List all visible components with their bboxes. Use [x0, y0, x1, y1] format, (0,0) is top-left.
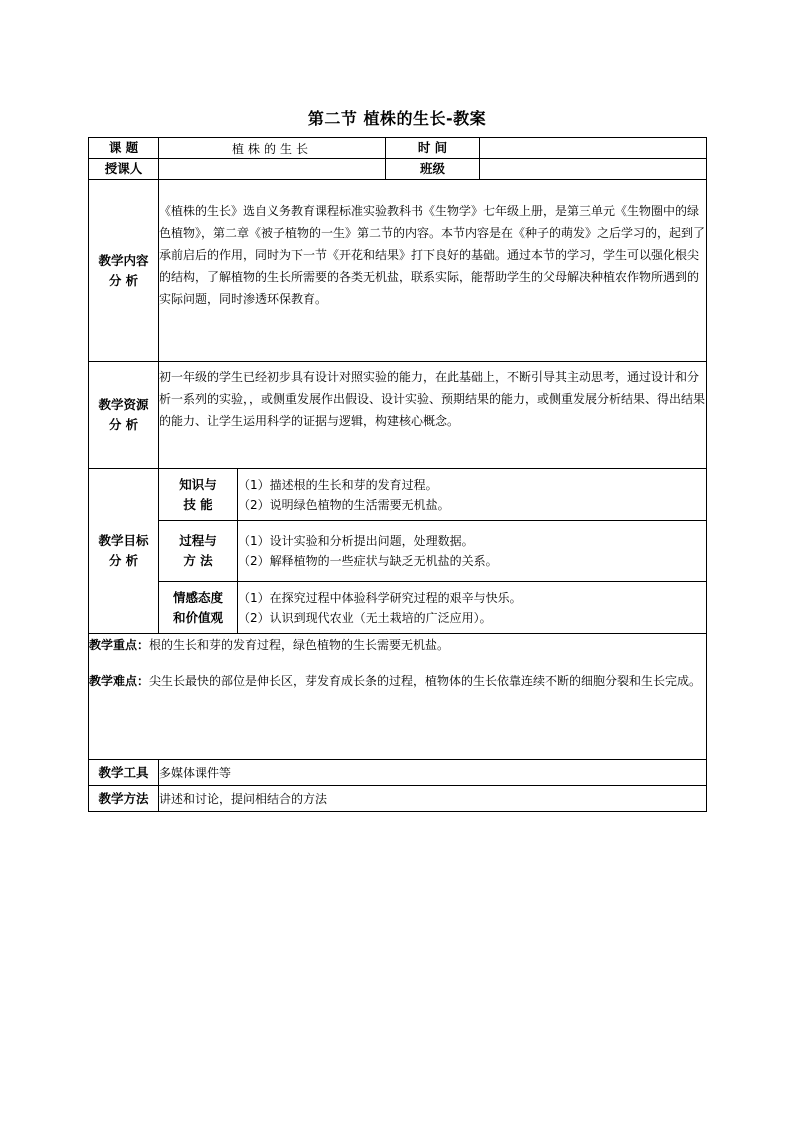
topic-row — [89, 138, 707, 159]
goal-row-attitude — [89, 582, 707, 634]
goal-items: （1）设计实验和分析提出问题，处理数据。 （2）解释植物的一些症状与缺乏无机盐的关系。 — [238, 521, 707, 582]
difficulty-label: 教学难点： — [89, 674, 150, 688]
resource-analysis-row — [89, 362, 707, 469]
content-analysis-row — [89, 180, 707, 362]
class-label: 班级 — [386, 159, 480, 180]
methods-value: 讲述和讨论，提问相结合的方法 — [159, 786, 707, 812]
difficulty-text: 尖生长最快的部位是伸长区，芽发育成长条的过程，植物体的生长依靠连续不断的细胞分裂和生长完成。 — [149, 674, 702, 688]
difficulty-line — [89, 670, 706, 692]
content-analysis-text: 《植株的生长》选自义务教育课程标准实验教科书《生物学》七年级上册，是第三单元《生物圈中的绿色植物》，第二章《被子植物的一生》第二节的内容。本节内容是在《种子的萌发》之后学习的，起到了承前启后的作用，同时为下一节《开花和结果》打下良好的基础。通过本节的学习，学生可以强化根尖的结构，了解植物的生长所需要的各类无机盐，联系实际，能帮助学生的父母解决种植农作物所遇到的实际问题，同时渗透环保教育。 — [159, 180, 707, 362]
time-label: 时 间 — [386, 138, 480, 159]
resource-analysis-label: 教学资源 分 析 — [89, 362, 159, 469]
tools-value: 多媒体课件等 — [159, 760, 707, 786]
page-title: 第二节 植株的生长-教案 — [307, 109, 487, 128]
goal-sub-label: 情感态度 和价值观 — [159, 582, 238, 634]
focus-line — [89, 634, 706, 656]
goal-row-knowledge — [89, 469, 707, 521]
teacher-value — [159, 159, 386, 180]
key-points-block — [89, 634, 707, 760]
goals-label: 教学目标 分 析 — [89, 469, 159, 634]
key-points-row — [89, 634, 707, 760]
goal-sub-label: 过程与 方 法 — [159, 521, 238, 582]
topic-label: 课 题 — [89, 138, 159, 159]
teacher-label: 授课人 — [89, 159, 159, 180]
tools-row — [89, 760, 707, 786]
content-analysis-label: 教学内容 分 析 — [89, 180, 159, 362]
teacher-row — [89, 159, 707, 180]
goal-items: （1）描述根的生长和芽的发育过程。 （2）说明绿色植物的生活需要无机盐。 — [238, 469, 707, 521]
time-value — [480, 138, 707, 159]
focus-text: 根的生长和芽的发育过程，绿色植物的生长需要无机盐。 — [149, 638, 450, 652]
goal-row-process — [89, 521, 707, 582]
tools-label: 教学工具 — [89, 760, 159, 786]
topic-value: 植株的生长 — [159, 138, 386, 159]
goal-items: （1）在探究过程中体验科学研究过程的艰辛与快乐。 （2）认识到现代农业（无土栽培的广泛应用）。 — [238, 582, 707, 634]
methods-label: 教学方法 — [89, 786, 159, 812]
methods-row — [89, 786, 707, 812]
focus-label: 教学重点： — [89, 638, 150, 652]
class-value — [480, 159, 707, 180]
goal-sub-label: 知识与 技 能 — [159, 469, 238, 521]
lesson-plan-table — [88, 137, 707, 812]
resource-analysis-text: 初一年级的学生已经初步具有设计对照实验的能力，在此基础上，不断引导其主动思考，通过设计和分析一系列的实验，，或侧重发展作出假设、设计实验、预期结果的能力，或侧重发展分析结果、得出结果的能力、让学生运用科学的证据与逻辑，构建核心概念。 — [159, 362, 707, 469]
